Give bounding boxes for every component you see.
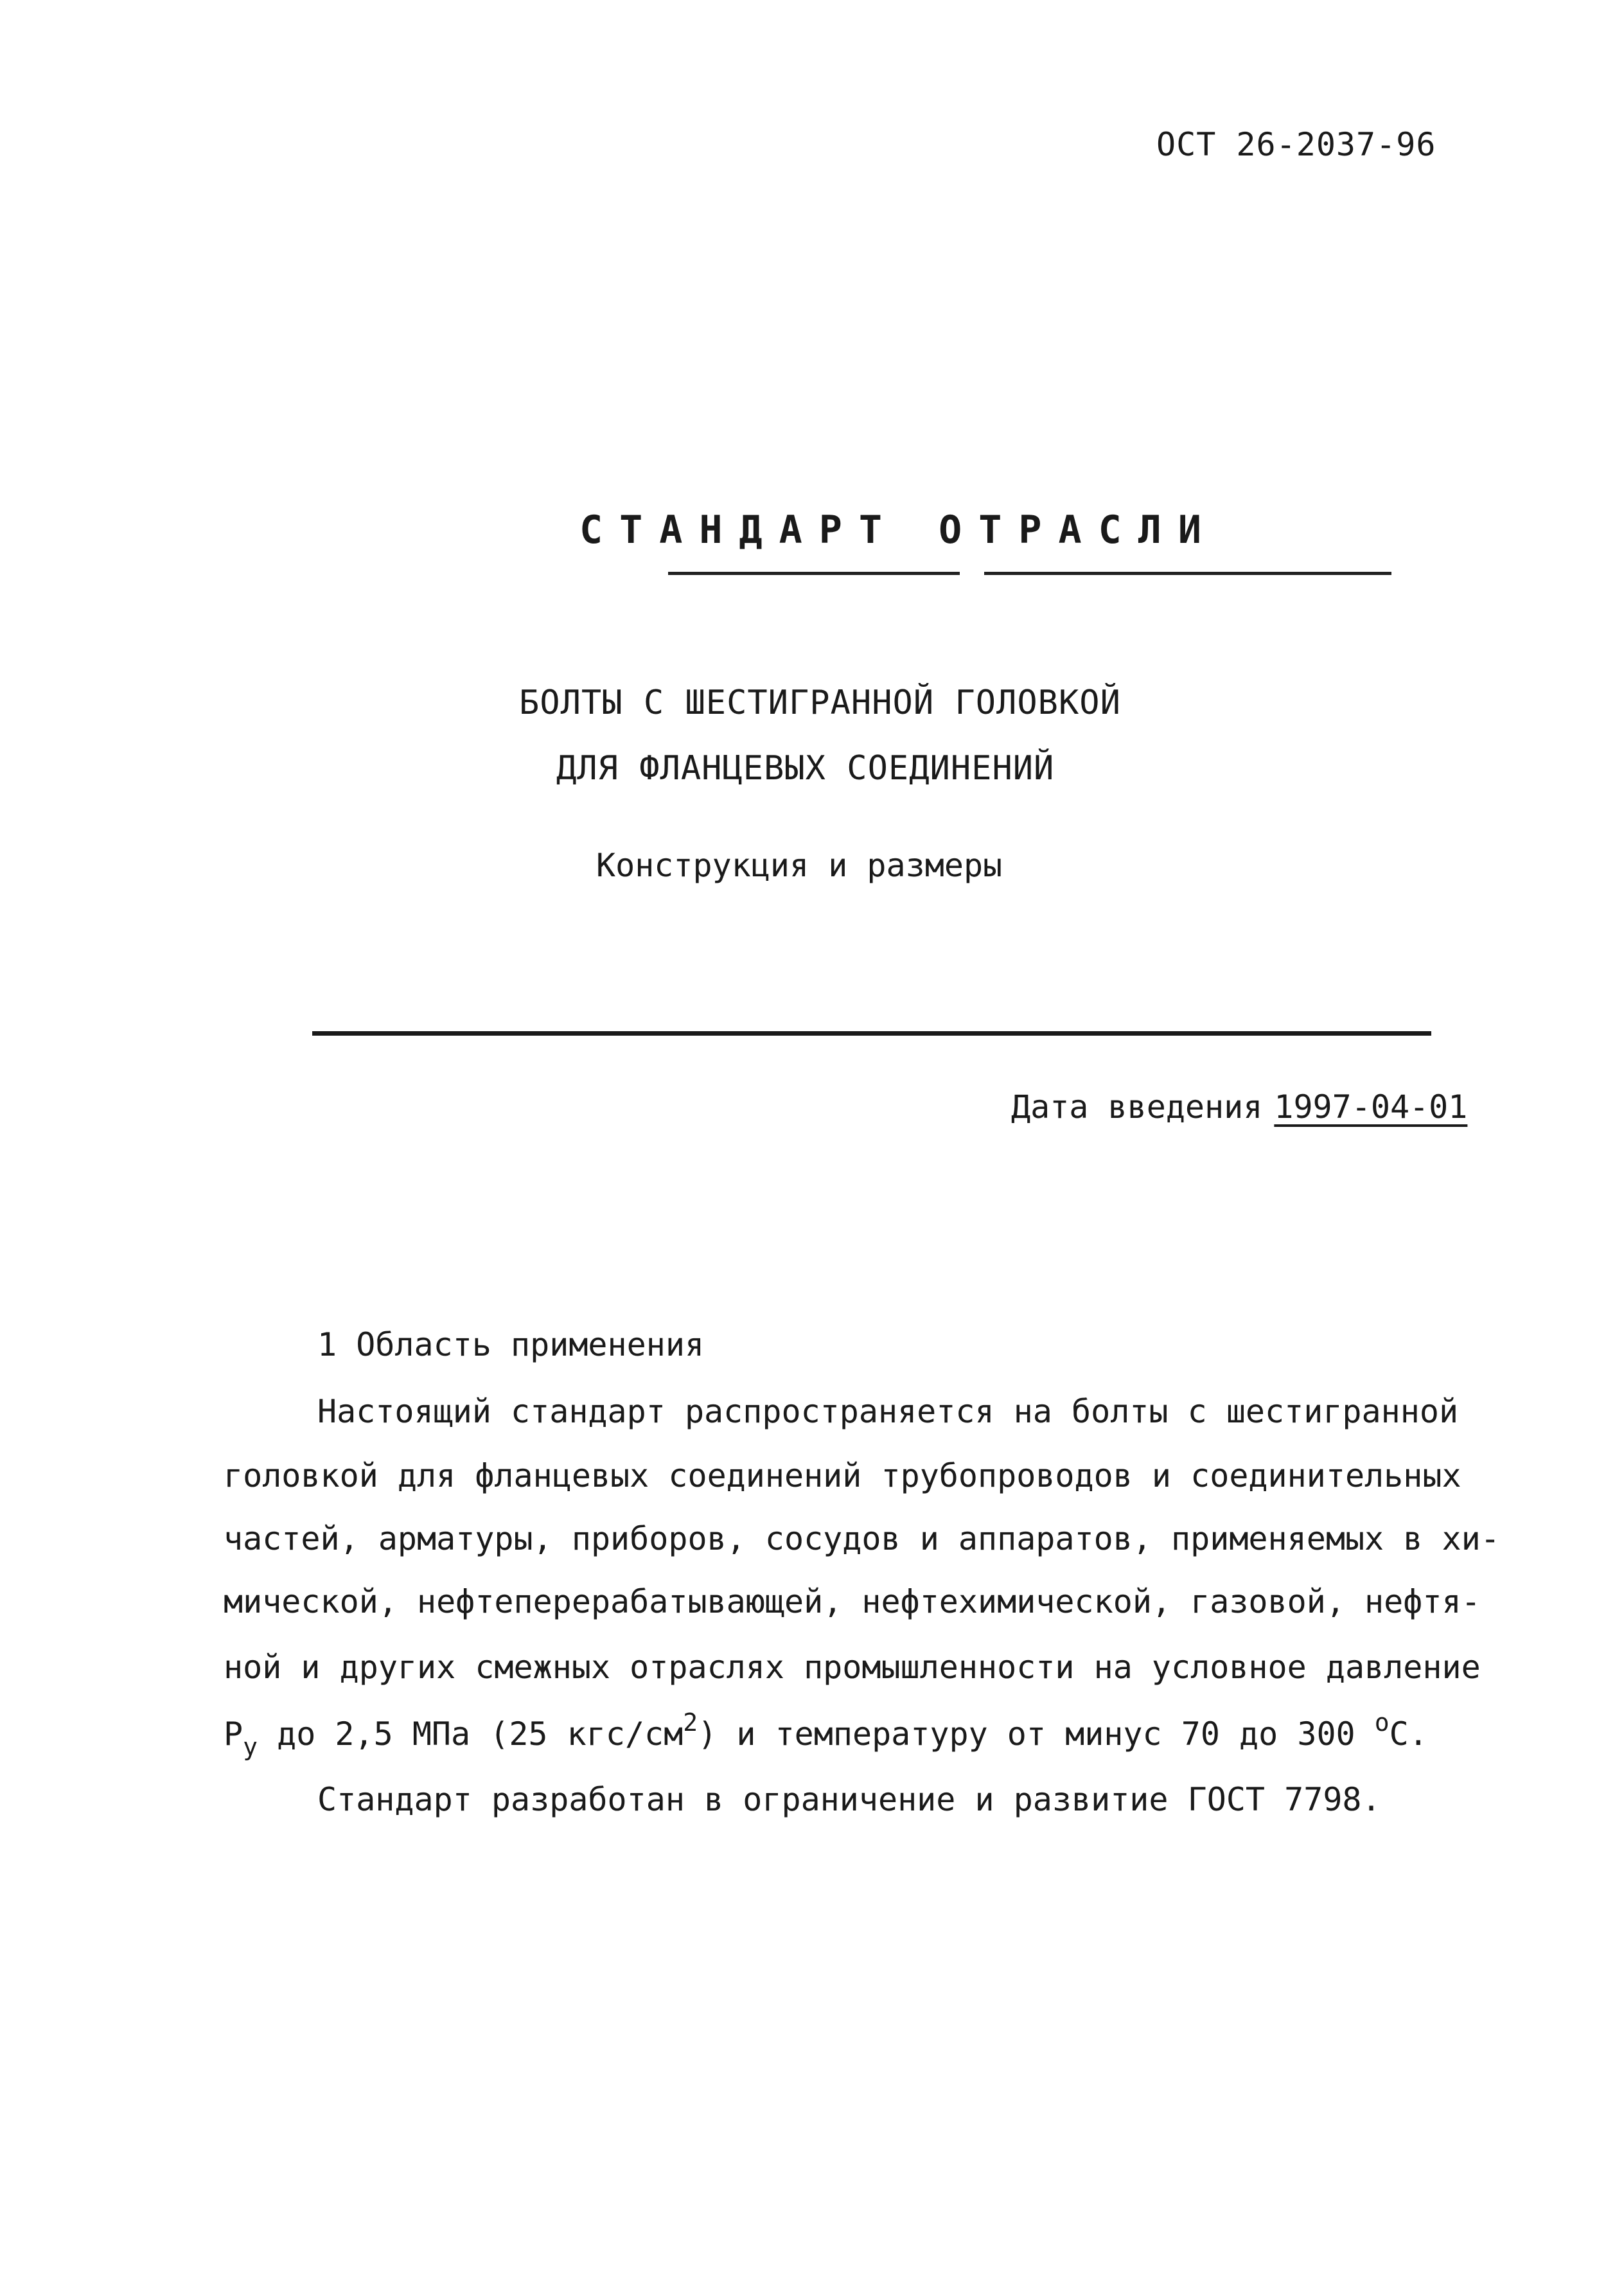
- pressure-symbol: P: [224, 1715, 243, 1753]
- paragraph-line: мической, нефтеперерабатывающей, нефтехимической, газовой, нефтя-: [224, 1583, 1481, 1620]
- paragraph-line: головкой для фланцевых соединений трубопроводов и соединительных: [224, 1457, 1461, 1494]
- paragraph-line: Стандарт разработан в ограничение и развитие ГОСТ 7798.: [317, 1781, 1381, 1818]
- degree-superscript: о: [1374, 1708, 1390, 1737]
- temperature-text: ) и температуру от минус 70 до 300: [698, 1715, 1375, 1753]
- title-underline-right: [984, 572, 1391, 575]
- subject-subtitle: Конструкция и размеры: [596, 847, 1003, 884]
- subject-line-1: БОЛТЫ С ШЕСТИГРАННОЙ ГОЛОВКОЙ: [519, 684, 1121, 722]
- unit-superscript: 2: [683, 1708, 698, 1737]
- pressure-subscript: у: [243, 1733, 258, 1761]
- paragraph-line: частей, арматуры, приборов, сосудов и аппаратов, применяемых в хи-: [224, 1520, 1500, 1557]
- document-code: ОСТ 26-2037-96: [1156, 126, 1436, 163]
- title-underline-left: [668, 572, 960, 575]
- introduction-date-value: 1997-04-01: [1274, 1088, 1468, 1126]
- paragraph-line: ной и других смежных отраслях промышленности на условное давление: [224, 1649, 1481, 1686]
- temperature-unit: С.: [1389, 1715, 1428, 1753]
- header-divider: [312, 1031, 1431, 1036]
- pressure-text: до 2,5 МПа (25 кгс/см: [258, 1715, 684, 1753]
- section-heading: 1 Область применения: [317, 1326, 705, 1363]
- pressure-temperature-line: [224, 1708, 1428, 1761]
- paragraph-line: Настоящий стандарт распространяется на болты с шестигранной: [317, 1393, 1459, 1430]
- standard-title: СТАНДАРТ ОТРАСЛИ: [579, 508, 1218, 553]
- subject-line-2: ДЛЯ ФЛАНЦЕВЫХ СОЕДИНЕНИЙ: [556, 749, 1055, 788]
- introduction-date: [1011, 1088, 1467, 1126]
- introduction-date-label: Дата введения: [1011, 1088, 1263, 1126]
